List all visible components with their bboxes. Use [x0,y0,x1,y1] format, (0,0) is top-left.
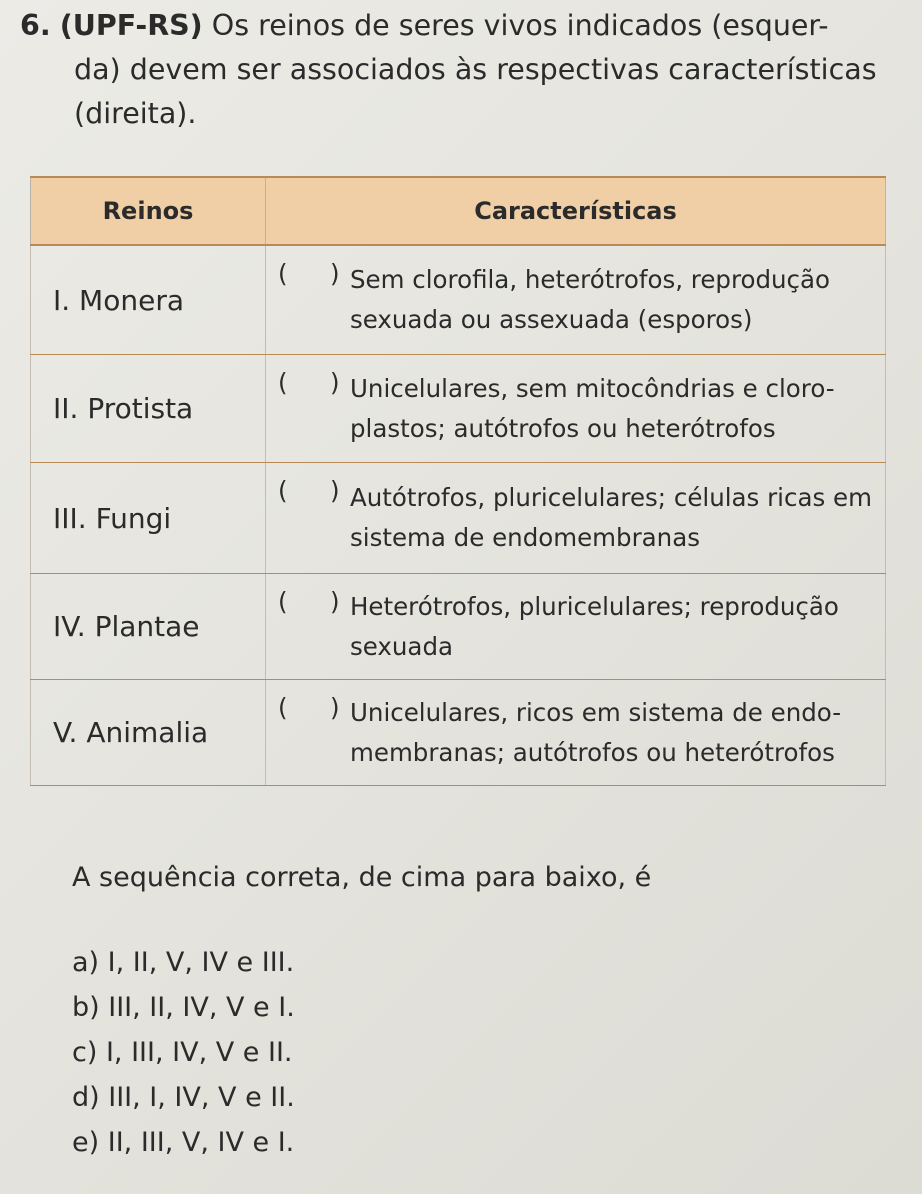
kingdom-cell: V. Animalia [31,680,266,786]
characteristic-line-1: Sem clorofila, heterótrofos, reprodução [350,265,831,294]
characteristic-line-1: Heterótrofos, pluricelulares; reprodução [350,591,839,621]
answer-prompt: A sequência correta, de cima para baixo, é [72,862,652,893]
characteristic-cell: ( ) Sem clorofila, heterótrofos, reprodução sexuada ou assexuada (esporos) [266,245,886,355]
characteristic-line-1: Unicelulares, ricos em sistema de endo- [350,697,842,727]
characteristic-line-2: sexuada ou assexuada (esporos) [350,305,753,334]
header-reinos: Reinos [31,177,266,245]
question-line-2: da) devem ser associados às respectivas características [74,53,877,86]
characteristic-cell: ( ) Autótrofos, pluricelulares; células ricas em sistema de endomembranas [266,463,886,574]
kingdoms-table [30,176,886,786]
kingdom-cell: III. Fungi [31,463,266,574]
characteristic-cell: ( ) Heterótrofos, pluricelulares; reprodução sexuada [266,574,886,680]
option-a[interactable]: a) I, II, V, IV e III. [72,947,295,978]
answer-options [72,940,295,1165]
table-row [31,245,886,355]
header-caracteristicas: Características [266,177,886,245]
characteristic-line-2: sexuada [350,631,454,661]
question-line-3: (direita). [74,97,197,130]
table-header-row [31,177,886,245]
question-number: 6. [20,9,51,42]
kingdom-cell: IV. Plantae [31,574,266,680]
characteristic-line-2: sistema de endomembranas [350,523,700,552]
kingdom-cell: II. Protista [31,355,266,463]
characteristic-line-1: Autótrofos, pluricelulares; células ricas em [350,483,872,512]
question-text-1: Os reinos de seres vivos indicados (esquer- [211,9,829,42]
characteristic-cell: ( ) Unicelulares, ricos em sistema de endo- membranas; autótrofos ou heterótrofos [266,680,886,786]
question-statement [20,4,900,136]
table-row [31,680,886,786]
option-e[interactable]: e) II, III, V, IV e I. [72,1127,295,1158]
option-d[interactable]: d) III, I, IV, V e II. [72,1082,295,1113]
question-source: (UPF-RS) [59,9,203,42]
option-c[interactable]: c) I, III, IV, V e II. [72,1037,293,1068]
table-row [31,355,886,463]
table-row [31,574,886,680]
question-line-1 [20,4,900,48]
characteristic-line-1: Unicelulares, sem mitocôndrias e cloro- [350,373,835,403]
kingdom-cell: I. Monera [31,245,266,355]
characteristic-line-2: plastos; autótrofos ou heterótrofos [350,413,776,443]
characteristic-cell: ( ) Unicelulares, sem mitocôndrias e cloro- plastos; autótrofos ou heterótrofos [266,355,886,463]
table-row [31,463,886,574]
option-b[interactable]: b) III, II, IV, V e I. [72,992,295,1023]
characteristic-line-2: membranas; autótrofos ou heterótrofos [350,737,835,767]
